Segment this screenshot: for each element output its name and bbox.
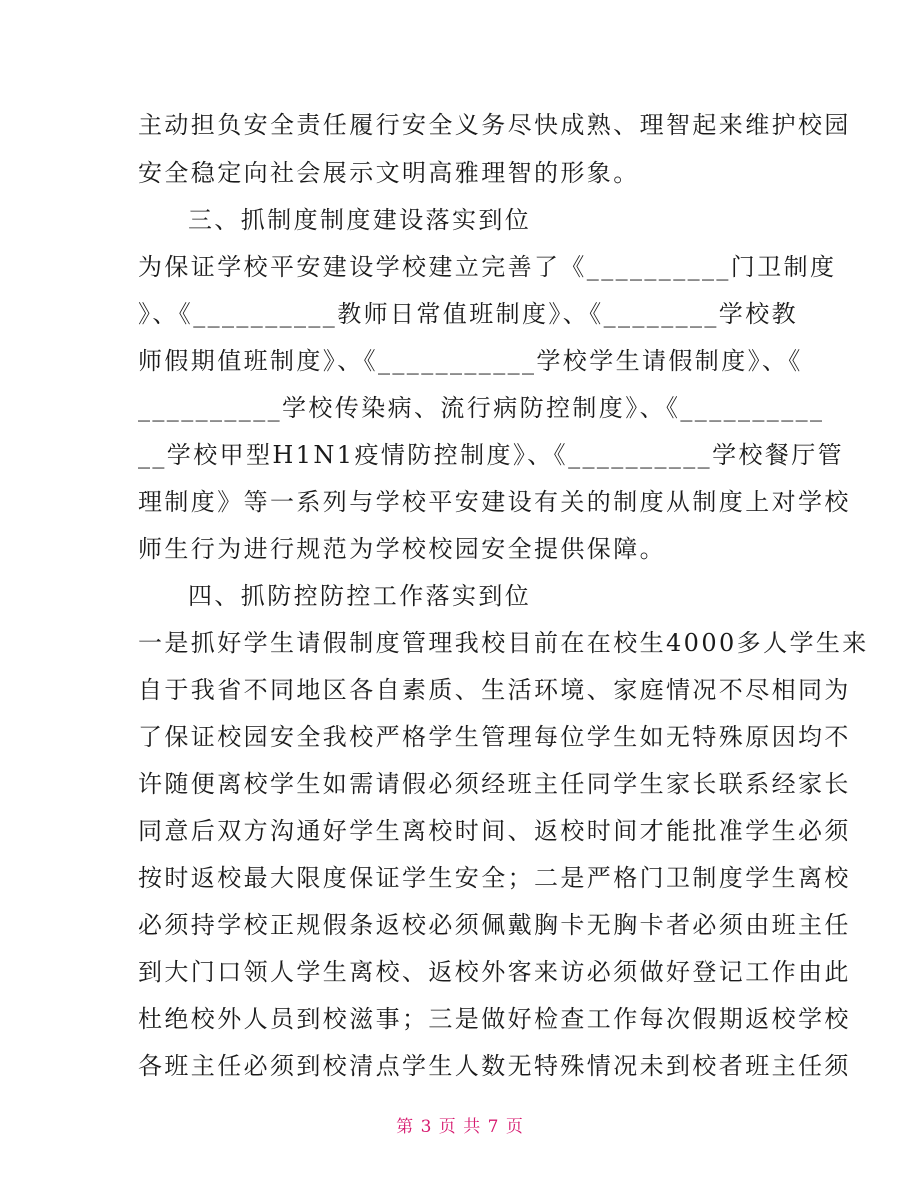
body-line-19: 到大门口领人学生离校、返校外客来访必须做好登记工作由此 [138, 958, 851, 986]
body-line-2: 安全稳定向社会展示文明高雅理智的形象。 [138, 159, 640, 187]
body-line-6: 师假期值班制度》、《___________学校学生请假制度》、《 [138, 347, 803, 375]
page-number-footer: 第 3 页 共 7 页 [396, 1117, 524, 1137]
body-line-17: 按时返校最大限度保证学生安全；二是严格门卫制度学生离校 [138, 864, 851, 892]
body-line-15: 许随便离校学生如需请假必须经班主任同学生家长联系经家长 [138, 770, 851, 798]
body-line-8: __学校甲型H1N1疫情防控制度》、《__________学校餐厅管 [138, 441, 845, 469]
body-line-1: 主动担负安全责任履行安全义务尽快成熟、理智起来维护校园 [138, 111, 851, 139]
body-line-14: 了保证校园安全我校严格学生管理每位学生如无特殊原因均不 [138, 723, 851, 751]
body-line-4: 为保证学校平安建设学校建立完善了《__________门卫制度 [138, 253, 837, 281]
body-line-12: 一是抓好学生请假制度管理我校目前在在校生4000多人学生来 [138, 629, 869, 657]
body-line-21: 各班主任必须到校清点学生人数无特殊情况未到校者班主任须 [138, 1052, 851, 1080]
body-line-9: 理制度》等一系列与学校平安建设有关的制度从制度上对学校 [138, 488, 851, 516]
body-line-10: 师生行为进行规范为学校校园安全提供保障。 [138, 535, 666, 563]
body-line-20: 杜绝校外人员到校滋事；三是做好检查工作每次假期返校学校 [138, 1005, 851, 1033]
body-line-7: __________学校传染病、流行病防控制度》、《__________ [138, 394, 825, 422]
body-line-16: 同意后双方沟通好学生离校时间、返校时间才能批准学生必须 [138, 817, 851, 845]
section-heading-3: 三、抓制度制度建设落实到位 [188, 206, 532, 234]
body-line-5: 》、《__________教师日常值班制度》、《________学校教 [138, 300, 798, 328]
body-line-18: 必须持学校正规假条返校必须佩戴胸卡无胸卡者必须由班主任 [138, 911, 851, 939]
section-heading-4: 四、抓防控防控工作落实到位 [188, 582, 532, 610]
body-line-13: 自于我省不同地区各自素质、生活环境、家庭情况不尽相同为 [138, 676, 851, 704]
